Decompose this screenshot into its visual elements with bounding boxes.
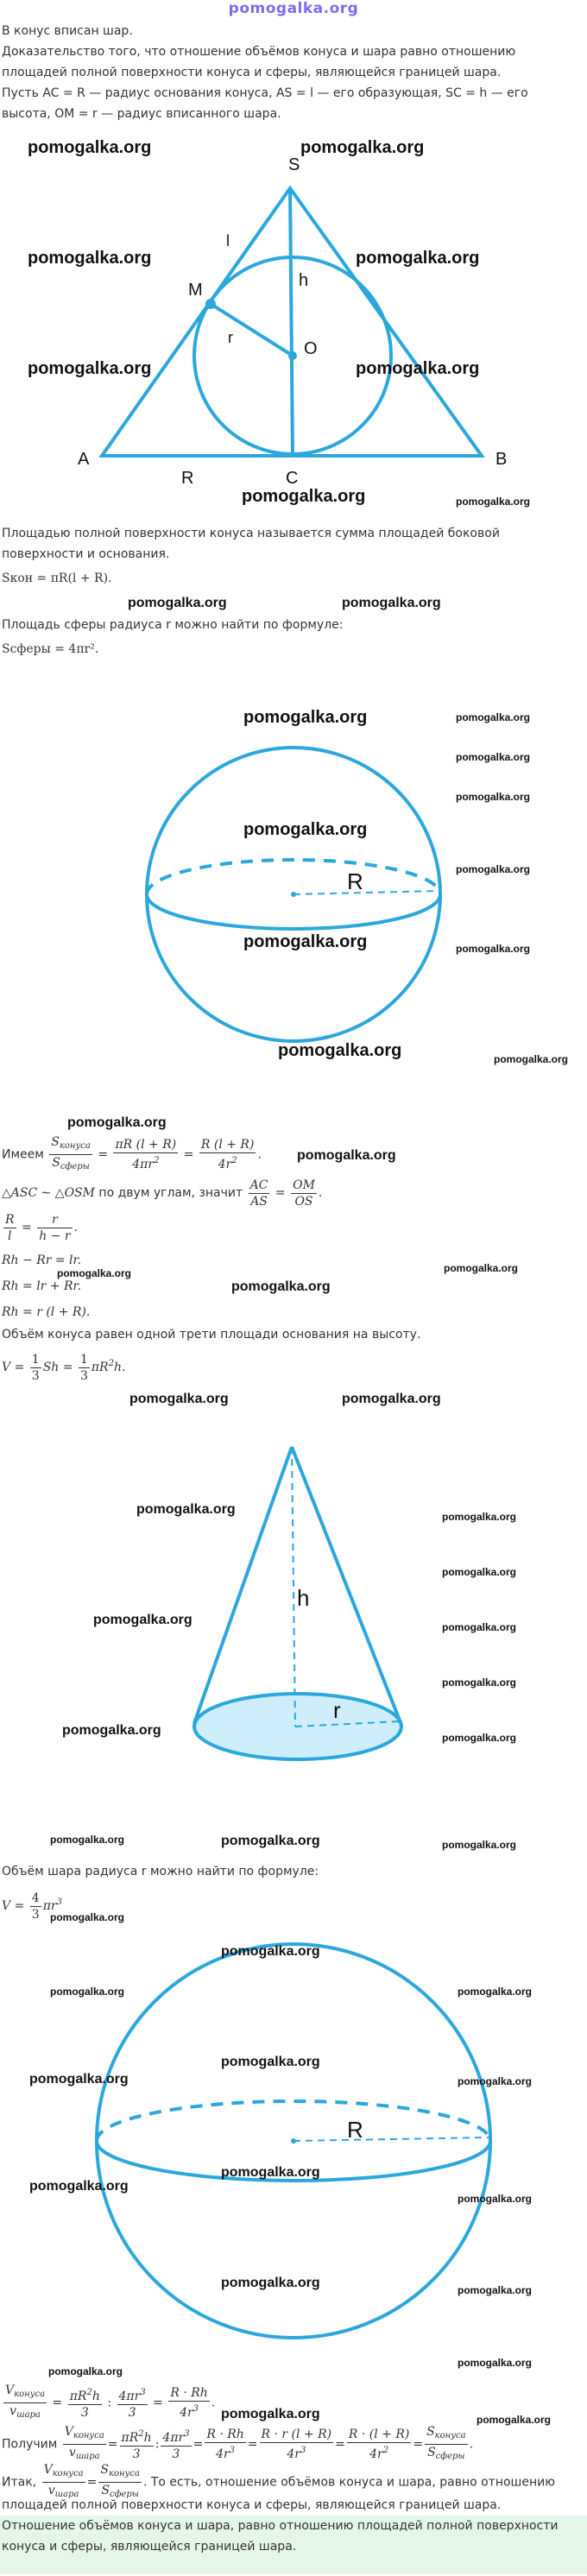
cone-with-inscribed-sphere-figure	[0, 129, 587, 518]
final-conclusion-2: конуса и сферы, являющейся границей шара.	[2, 2540, 297, 2554]
watermark: pomogalka.org	[93, 1613, 193, 1627]
similar-triangles-line: △ASC ∼ △OSM по двум углам, значит $\frac{AC}{AS}$ = $\frac{OM}{OS}$ .	[2, 1178, 323, 1209]
watermark: pomogalka.org	[242, 487, 366, 506]
label-big-r: R	[181, 469, 194, 488]
cone-left-edge	[194, 1447, 292, 1723]
intro-line-3: площадей полной поверхности конуса и сферы, являющейся границей шара.	[2, 66, 502, 79]
watermark: pomogalka.org	[28, 359, 152, 378]
watermark: pomogalka.org	[48, 2365, 123, 2377]
cone-volume-formula: V = $\frac{1}{3}$ Sh = $\frac{1}{3}$ $\pi R^2h$.	[2, 1352, 126, 1383]
step-3: Rh = r (l + R).	[2, 1305, 91, 1319]
sphere-figure-2	[0, 1934, 587, 2365]
watermark: pomogalka.org	[356, 359, 480, 378]
watermark: pomogalka.org	[494, 1053, 569, 1065]
sphere-label-r: R	[347, 868, 363, 894]
height-line	[290, 188, 293, 456]
watermark: pomogalka.org	[342, 596, 441, 610]
label-b: B	[495, 450, 508, 469]
watermark: pomogalka.org	[221, 2276, 320, 2290]
intro-line-1: В конус вписан шар.	[2, 24, 133, 38]
label-h: h	[299, 271, 309, 290]
watermark: pomogalka.org	[28, 138, 152, 157]
label-c: C	[286, 469, 299, 488]
surface-line-1: Площадью полной поверхности конуса называется сумма площадей боковой	[2, 527, 500, 540]
watermark: pomogalka.org	[67, 1115, 167, 1130]
watermark: pomogalka.org	[477, 2414, 552, 2426]
watermark: pomogalka.org	[297, 1148, 396, 1163]
watermark: pomogalka.org	[442, 1676, 517, 1689]
watermark: pomogalka.org	[442, 1732, 517, 1744]
proportion-line: $\frac{R}{l}$ = $\frac{r}{h - r}$ .	[5, 1212, 78, 1243]
watermark: pomogalka.org	[456, 751, 531, 763]
watermark: pomogalka.org	[442, 1839, 517, 1851]
watermark: pomogalka.org	[221, 1944, 320, 1959]
itak-tail: . То есть, отношение объёмов конуса и шара, равно отношению	[142, 2475, 556, 2490]
watermark: pomogalka.org	[231, 1279, 331, 1294]
sphere-radius	[294, 891, 439, 894]
formula-cone-surface: Sкон = πR(l + R).	[2, 571, 112, 585]
watermark: pomogalka.org	[221, 1834, 320, 1848]
watermark: pomogalka.org	[129, 1392, 229, 1406]
watermark: pomogalka.org	[458, 2075, 533, 2087]
surface-line-2: поверхности и основания.	[2, 547, 170, 561]
step-1: Rh − Rr = lr.	[2, 1253, 82, 1267]
watermark: pomogalka.org	[28, 249, 152, 268]
watermark: pomogalka.org	[456, 496, 531, 508]
watermark: pomogalka.org	[444, 1262, 519, 1274]
watermark: pomogalka.org	[29, 2072, 129, 2087]
label-l: l	[226, 232, 230, 249]
sphere-figure-1	[0, 725, 587, 1053]
point-o	[288, 351, 297, 360]
watermark: pomogalka.org	[458, 2284, 533, 2296]
surface-line-3: Площадь сферы радиуса r можно найти по формуле:	[2, 618, 344, 632]
sphere-volume-text: Объём шара радиуса r можно найти по формуле:	[2, 1865, 319, 1878]
watermark: pomogalka.org	[442, 1566, 517, 1578]
watermark: pomogalka.org	[456, 791, 531, 803]
label-s: S	[288, 155, 300, 174]
watermark: pomogalka.org	[62, 1723, 161, 1738]
watermark: pomogalka.org	[442, 1511, 517, 1523]
formula-sphere-surface: Sсферы = 4πr².	[2, 642, 99, 656]
watermark: pomogalka.org	[458, 2357, 533, 2369]
cone-label-r: r	[333, 1697, 341, 1723]
label-a: A	[78, 450, 90, 469]
cone-label-h: h	[297, 1585, 310, 1611]
watermark: pomogalka.org	[458, 1986, 533, 1998]
watermark: pomogalka.org	[356, 249, 480, 268]
sphere-volume-formula: V = $\frac{4}{3}$ $\pi r^3$	[2, 1891, 62, 1922]
cone-height	[292, 1447, 295, 1727]
sphere-radius	[294, 2137, 489, 2141]
final-conclusion-1: Отношение объёмов конуса и шара, равно отношению площадей полной поверхности	[2, 2519, 559, 2533]
label-m: M	[188, 281, 203, 300]
watermark: pomogalka.org	[300, 138, 425, 157]
watermark: pomogalka.org	[221, 2407, 320, 2421]
watermark: pomogalka.org	[458, 2193, 533, 2205]
watermark: pomogalka.org	[50, 1911, 125, 1923]
intro-line-2: Доказательство того, что отношение объёмов конуса и шара равно отношению	[2, 45, 516, 59]
watermark: pomogalka.org	[243, 820, 368, 839]
got-label: Получим	[2, 2437, 58, 2452]
watermark: pomogalka.org	[456, 943, 531, 955]
watermark: pomogalka.org	[243, 932, 368, 951]
watermark: pomogalka.org	[243, 708, 368, 727]
watermark: pomogalka.org	[128, 596, 227, 610]
watermark: pomogalka.org	[50, 1986, 125, 1998]
itak-label: Итак,	[2, 2475, 37, 2490]
site-logo[interactable]: pomogalka.org	[228, 0, 359, 17]
ratio-prefix: Имеем	[2, 1147, 44, 1162]
watermark: pomogalka.org	[221, 2165, 320, 2180]
itak-line: Итак, $\frac{V_{конуса}}{v_{шара}}$ = $\frac{S_{конуса}}{S_{сферы}}$ . То есть, отношение объёмов конуса и шара, равно отношению	[2, 2463, 556, 2499]
watermark: pomogalka.org	[221, 2055, 320, 2069]
watermark: pomogalka.org	[136, 1502, 236, 1517]
itak-line-2: площадей полной поверхности конуса и сферы, являющейся границей шара.	[2, 2498, 502, 2512]
step-2: Rh = lr + Rr.	[2, 1279, 82, 1293]
watermark: pomogalka.org	[456, 863, 531, 875]
watermark: pomogalka.org	[50, 1834, 125, 1846]
volume-ratio-line: $\frac{V_{конуса}}{v_{шара}}$ = $\frac{\pi R^2h}{3}$ : $\frac{4\pi r^3}{3}$ = $\frac{R \cdot Rh}{4r^3}$ .	[5, 2383, 216, 2420]
intro-line-5: высота, OM = r — радиус вписанного шара.	[2, 107, 281, 121]
sphere2-label-r: R	[347, 2117, 363, 2143]
watermark: pomogalka.org	[342, 1392, 441, 1406]
watermark: pomogalka.org	[456, 711, 531, 723]
cone-volume-text: Объём конуса равен одной трети площади основания на высоту.	[2, 1328, 421, 1342]
label-o: O	[304, 339, 318, 358]
sphere-equator-front	[147, 894, 440, 929]
sphere-equator-back	[147, 860, 440, 894]
label-r: r	[228, 329, 233, 346]
intro-line-4: Пусть AC = R — радиус основания конуса, AS = l — его образующая, SC = h — его	[2, 86, 528, 100]
point-m	[205, 299, 216, 309]
watermark: pomogalka.org	[278, 1041, 402, 1060]
sphere-equator-back	[97, 2101, 490, 2141]
radius-om	[211, 304, 293, 356]
watermark: pomogalka.org	[57, 1267, 132, 1279]
watermark: pomogalka.org	[29, 2179, 129, 2194]
ratio-line: Имеем $\frac{S_{конуса}}{S_{сферы}}$ = $\frac{\pi R (l + R)}{4\pi r^2}$ = $\frac{R (l + R)}{4r^2}$ .	[2, 1135, 262, 1171]
watermark: pomogalka.org	[442, 1621, 517, 1633]
got-line: Получим $\frac{V_{конуса}}{v_{шара}}$ = $\frac{\pi R^2h}{3}$ : $\frac{4\pi r^3}{3}$ = $\frac{R \cdot Rh}{4r^3}$ = $\frac{R \cdot r (l + R)}{4r^3}$ = $\frac{R \cdot (l + R)}{4r^2}$ = $\frac{S_{конуса}}{S_{сферы}}$ .	[2, 2425, 474, 2461]
